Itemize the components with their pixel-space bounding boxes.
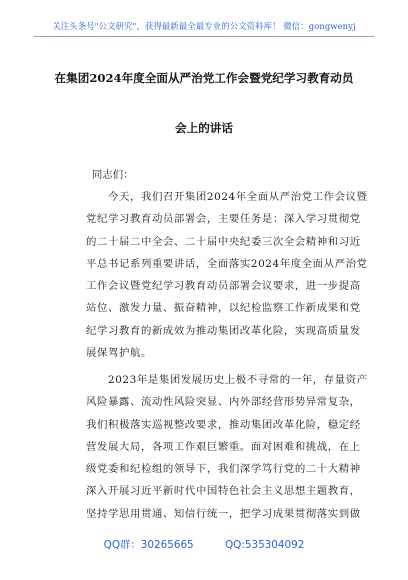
salutation: 同志们： — [92, 169, 134, 181]
paragraph-1 — [86, 186, 374, 364]
footer-contact — [0, 536, 408, 551]
document-title-line-1: 在集团2024年度全面从严治党工作会暨党纪学习教育动员 — [54, 71, 354, 85]
paragraph-line: 站位、激发力量、振奋精神，以纪检监察工作新成果和党 — [86, 302, 361, 315]
paragraph-line: 展保驾护航。 — [86, 347, 152, 360]
paragraph-line: 我们积极落实巡视整改要求，推动集团改革化险，稳定经 — [86, 418, 361, 431]
paragraph-line: 坚持学思用贯通、知信行统一，把学习成果贯彻落实到做 — [86, 507, 361, 520]
footer-qq-group: QQ群：30265665 — [103, 539, 194, 551]
paragraph-line: 级党委和纪检组的领导下，我们深学笃行党的二十大精神 — [86, 463, 361, 476]
footer-qq-contact: QQ:535304092 — [224, 539, 305, 551]
document-title-line-2: 会上的讲话 — [175, 121, 233, 135]
paragraph-line: 营发展大局，各项工作艰巨繁重。面对困难和挑战，在上 — [86, 440, 361, 453]
paragraph-line: 风险暴露、流动性风险突显、内外部经营形势异常复杂， — [86, 396, 361, 409]
paragraph-line: 今天，我们召开集团2024年全面从严治党工作会议暨 — [108, 191, 368, 203]
header-divider — [34, 36, 374, 37]
paragraph-line: 的二十届二中全会、二十届中央纪委三次全会精神和习近 — [86, 235, 361, 248]
paragraph-line: 党纪学习教育动员部署会，主要任务是：深入学习贯彻党 — [86, 213, 361, 226]
paragraph-2 — [86, 369, 374, 525]
paragraph-line: 纪学习教育的新成效为推动集团改革化险，实现高质量发 — [86, 324, 361, 337]
paragraph-line: 工作会议暨党纪学习教育动员部署会议要求，进一步提高 — [86, 280, 361, 293]
paragraph-line: 平总书记系列重要讲话，全面落实2024年度全面从严治党 — [86, 257, 368, 270]
paragraph-line: 2023年是集团发展历史上极不寻常的一年，存量资产 — [108, 374, 368, 386]
paragraph-line: 深入开展习近平新时代中国特色社会主义思想主题教育， — [86, 485, 361, 498]
header-banner: 关注头条号"公文研究"，获得最新最全最专业的公文资料库！ 微信：gongwenyj — [52, 21, 356, 31]
